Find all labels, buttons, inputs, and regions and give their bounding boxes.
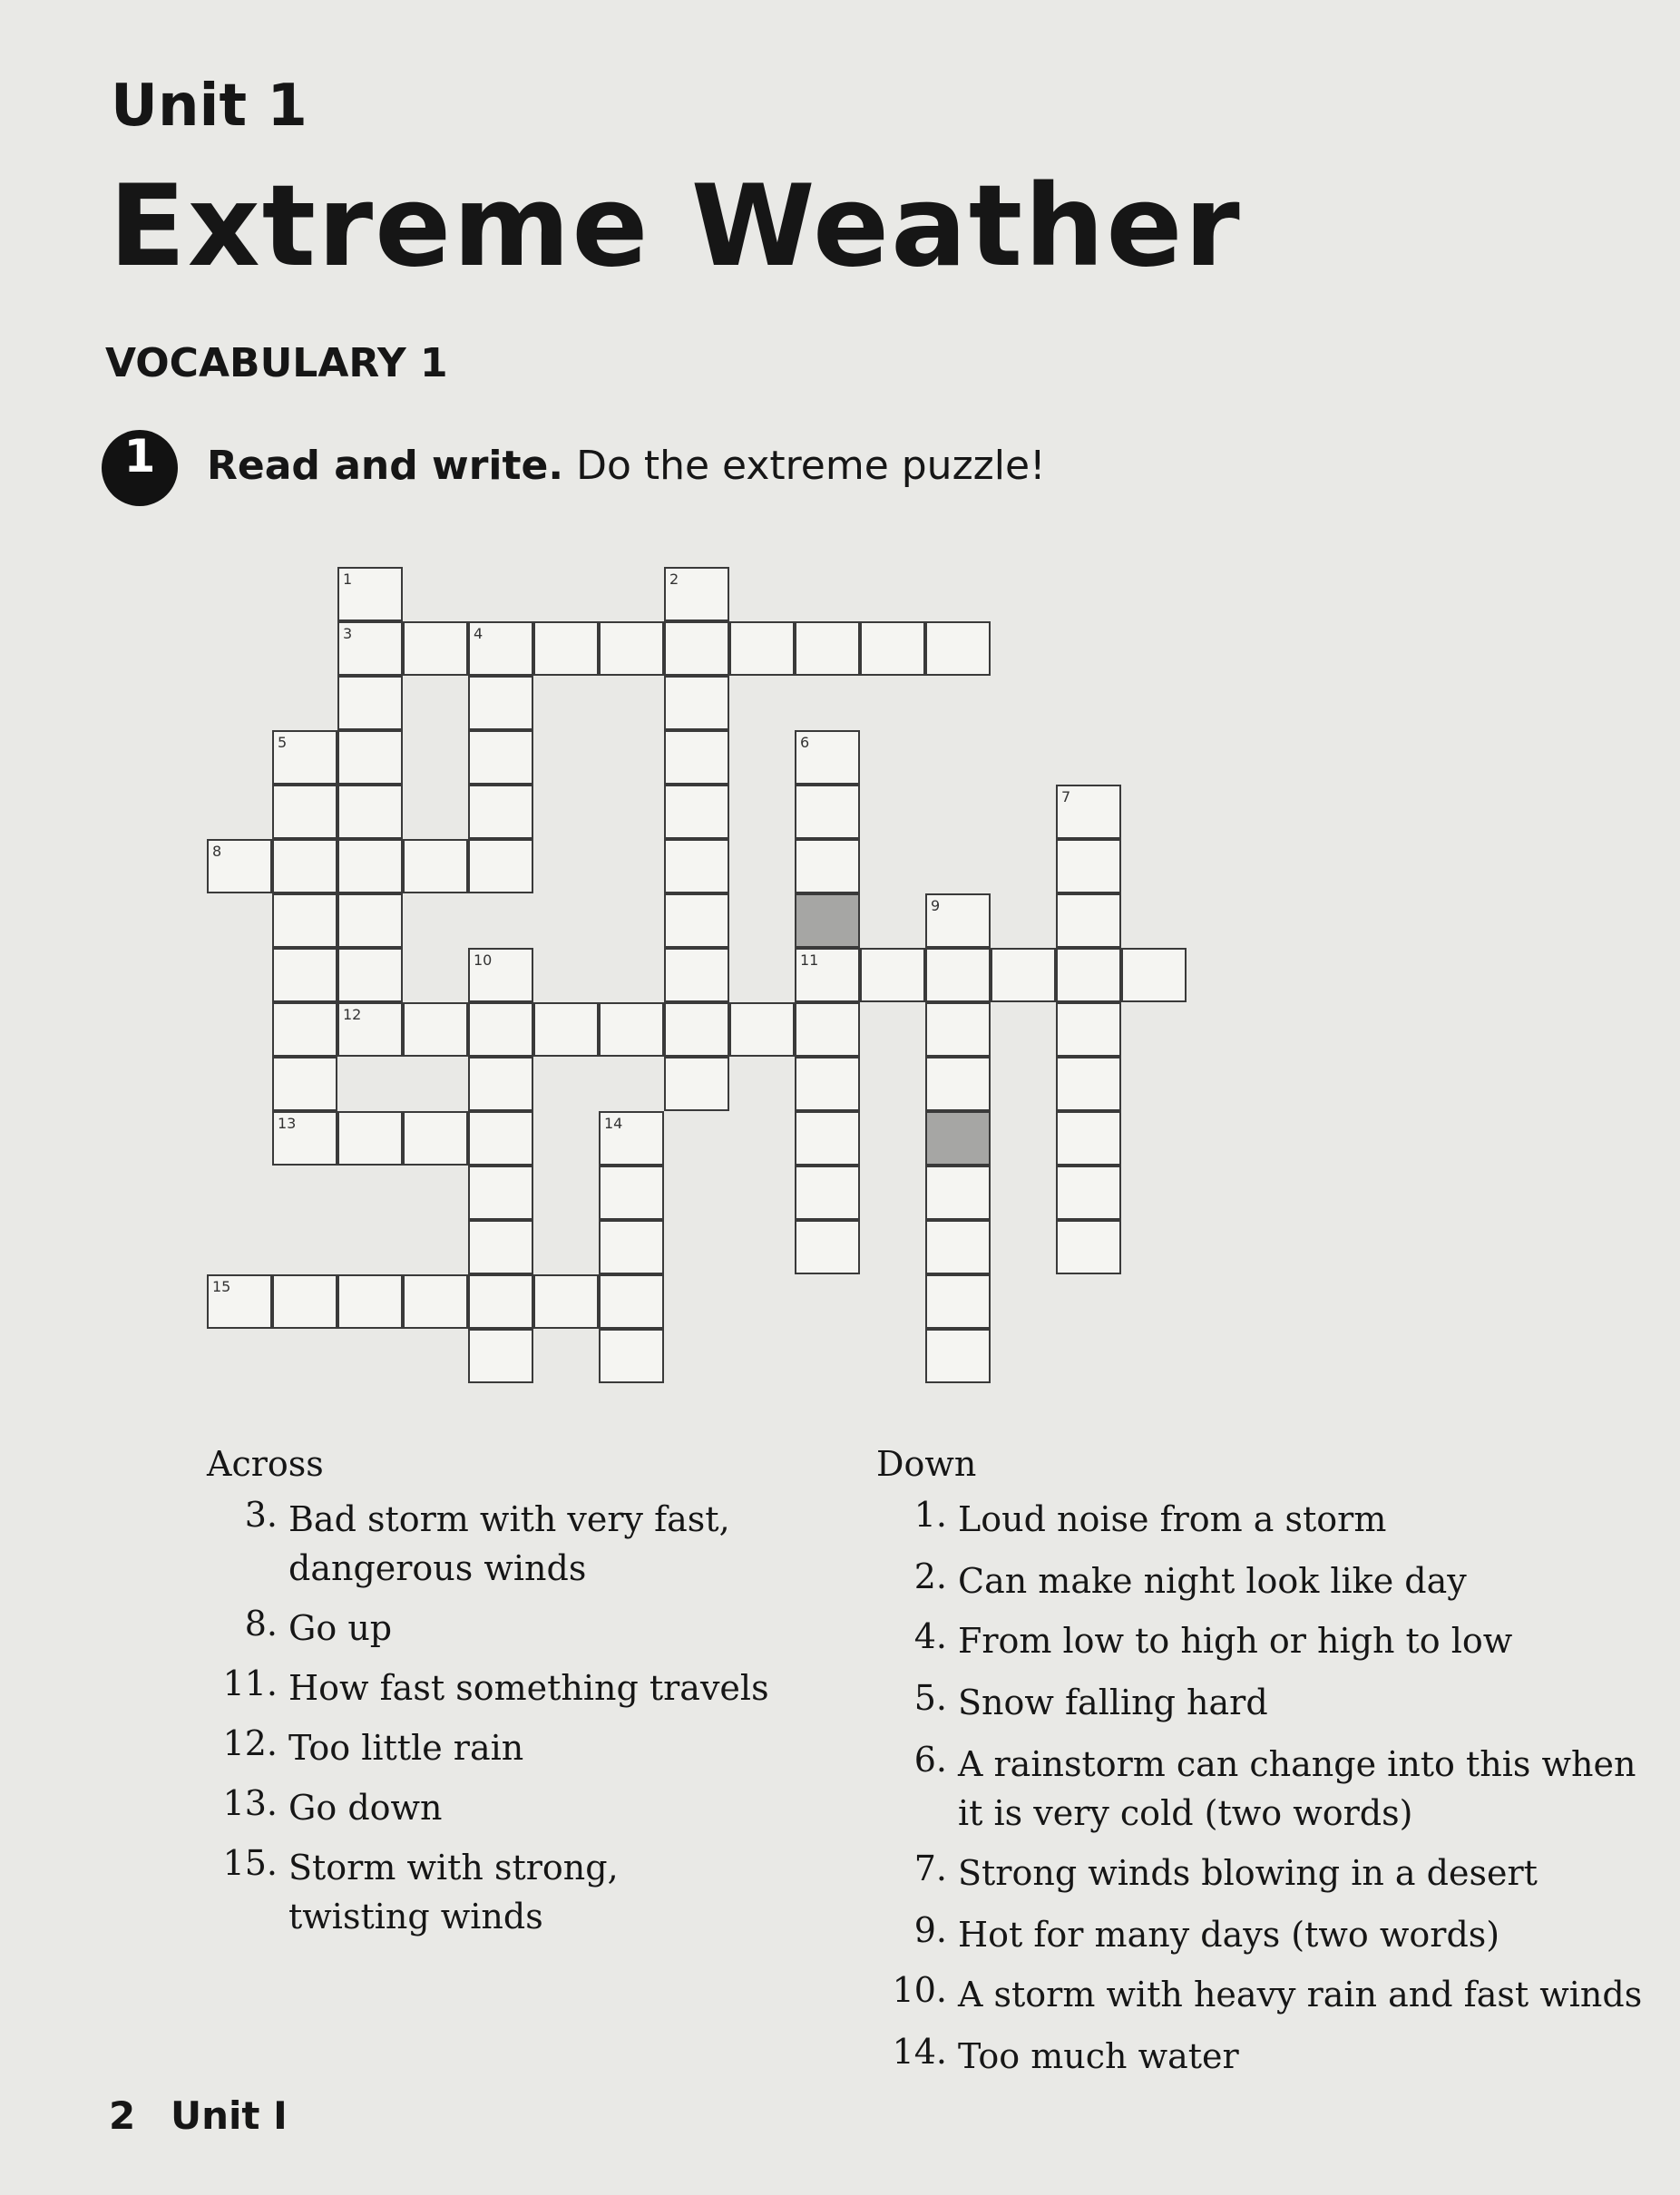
crossword-cell[interactable]: [729, 1002, 795, 1057]
crossword-cell[interactable]: [795, 1220, 860, 1274]
clue-number: 3.: [244, 1495, 278, 1535]
crossword-cell[interactable]: [468, 730, 533, 785]
crossword-cell[interactable]: [664, 1002, 729, 1057]
clue-number: 13.: [222, 1783, 278, 1823]
crossword-cell[interactable]: [272, 893, 337, 948]
crossword-cell[interactable]: [599, 1166, 664, 1220]
crossword-cell[interactable]: [337, 567, 403, 621]
crossword-cell[interactable]: [533, 1002, 599, 1057]
crossword-cell[interactable]: [468, 1329, 533, 1383]
crossword-cell[interactable]: [468, 1111, 533, 1166]
clue-text: twisting winds: [288, 1897, 543, 1936]
crossword-cell[interactable]: [1056, 785, 1121, 839]
crossword-cell[interactable]: [337, 785, 403, 839]
crossword-cell[interactable]: [337, 1111, 403, 1166]
crossword-cell[interactable]: [337, 893, 403, 948]
clue-text: Strong winds blowing in a desert: [958, 1853, 1538, 1893]
crossword-cell[interactable]: [925, 1274, 991, 1329]
crossword-cell[interactable]: [1056, 839, 1121, 893]
crossword-cell[interactable]: [468, 1166, 533, 1220]
clue-text: dangerous winds: [288, 1548, 587, 1588]
crossword-cell[interactable]: [664, 1057, 729, 1111]
crossword-cell[interactable]: [403, 1111, 468, 1166]
crossword-cell[interactable]: [337, 730, 403, 785]
clue-text: Too much water: [958, 2036, 1239, 2076]
crossword-cell[interactable]: [468, 1274, 533, 1329]
clue-text: Hot for many days (two words): [958, 1915, 1500, 1955]
crossword-cell[interactable]: [403, 1274, 468, 1329]
crossword-cell[interactable]: [795, 839, 860, 893]
unit-label: Unit 1: [111, 73, 308, 140]
clue-number: 7.: [913, 1849, 947, 1888]
clue-number-label: 14: [604, 1115, 623, 1132]
crossword-cell[interactable]: [795, 1057, 860, 1111]
crossword-cell[interactable]: [337, 948, 403, 1002]
crossword-cell[interactable]: [1056, 893, 1121, 948]
section-label: VOCABULARY 1: [105, 340, 448, 386]
crossword-cell[interactable]: [795, 1166, 860, 1220]
clue-number: 1.: [913, 1495, 947, 1535]
crossword-cell[interactable]: [599, 1274, 664, 1329]
crossword-cell[interactable]: [468, 1002, 533, 1057]
clue-text: Can make night look like day: [958, 1561, 1467, 1601]
crossword-cell[interactable]: [795, 621, 860, 676]
crossword-cell[interactable]: [599, 1220, 664, 1274]
clue-number: 4.: [913, 1616, 947, 1656]
exercise-instruction: [207, 443, 1046, 489]
crossword-cell[interactable]: [468, 621, 533, 676]
crossword-cell[interactable]: [925, 1002, 991, 1057]
crossword-cell[interactable]: [795, 948, 860, 1002]
clue-text: Bad storm with very fast,: [288, 1499, 730, 1539]
crossword-cell[interactable]: [925, 1057, 991, 1111]
clue-number-label: 5: [278, 734, 288, 751]
crossword-cell[interactable]: [664, 730, 729, 785]
clue-number-label: 1: [343, 571, 353, 588]
crossword-cell[interactable]: [272, 785, 337, 839]
crossword-cell[interactable]: [468, 1057, 533, 1111]
crossword-cell[interactable]: [795, 785, 860, 839]
crossword-cell[interactable]: [1056, 1057, 1121, 1111]
crossword-cell[interactable]: [925, 1166, 991, 1220]
instruction-bold-text: Read and write.: [207, 443, 564, 489]
crossword-cell[interactable]: [207, 1274, 272, 1329]
clue-number: 10.: [892, 1970, 947, 2010]
crossword-cell[interactable]: [1056, 1002, 1121, 1057]
crossword-cell[interactable]: [468, 839, 533, 893]
crossword-cell[interactable]: [860, 948, 925, 1002]
crossword-cell[interactable]: [991, 948, 1056, 1002]
clue-number-label: 2: [669, 571, 679, 588]
crossword-cell[interactable]: [599, 621, 664, 676]
crossword-cell[interactable]: [337, 1274, 403, 1329]
exercise-number-badge: 1: [102, 430, 178, 506]
crossword-cell[interactable]: [925, 1220, 991, 1274]
crossword-cell[interactable]: [272, 730, 337, 785]
clue-number: 6.: [913, 1740, 947, 1780]
crossword-cell[interactable]: [337, 676, 403, 730]
crossword-cell[interactable]: [664, 785, 729, 839]
crossword-shaded-cell[interactable]: [925, 1111, 991, 1166]
crossword-cell[interactable]: [403, 621, 468, 676]
footer-unit-label: Unit I: [171, 2093, 288, 2138]
crossword-cell[interactable]: [403, 1002, 468, 1057]
clue-number-label: 12: [343, 1006, 362, 1023]
clue-text: Storm with strong,: [288, 1848, 619, 1888]
clue-text: Snow falling hard: [958, 1683, 1268, 1722]
crossword-cell[interactable]: [272, 839, 337, 893]
clue-number-label: 7: [1061, 788, 1071, 805]
clue-number-label: 3: [343, 625, 353, 642]
crossword-cell[interactable]: [664, 839, 729, 893]
clue-number-label: 15: [212, 1278, 231, 1295]
crossword-cell[interactable]: [860, 621, 925, 676]
clue-number: 11.: [222, 1663, 278, 1703]
crossword-cell[interactable]: [664, 893, 729, 948]
clue-text: Go up: [288, 1608, 393, 1648]
clue-number: 12.: [222, 1723, 278, 1763]
clue-number-label: 8: [212, 843, 222, 860]
clue-text: Go down: [288, 1788, 443, 1828]
clue-number-label: 6: [800, 734, 810, 751]
crossword-cell[interactable]: [1056, 1111, 1121, 1166]
crossword-cell[interactable]: [468, 785, 533, 839]
clue-text: From low to high or high to low: [958, 1621, 1513, 1661]
crossword-cell[interactable]: [337, 1002, 403, 1057]
crossword-cell[interactable]: [272, 1111, 337, 1166]
crossword-cell[interactable]: [664, 621, 729, 676]
crossword-cell[interactable]: [272, 1057, 337, 1111]
crossword-cell[interactable]: [207, 839, 272, 893]
clue-number-label: 13: [278, 1115, 297, 1132]
crossword-cell[interactable]: [272, 1274, 337, 1329]
across-heading: Across: [207, 1444, 324, 1484]
clue-number-label: 4: [474, 625, 483, 642]
clue-text: A rainstorm can change into this when: [958, 1744, 1636, 1784]
crossword-cell[interactable]: [664, 948, 729, 1002]
crossword-cell[interactable]: [1056, 1220, 1121, 1274]
crossword-cell[interactable]: [925, 1329, 991, 1383]
crossword-cell[interactable]: [1121, 948, 1187, 1002]
crossword-cell[interactable]: [337, 621, 403, 676]
clue-number: 14.: [892, 2032, 947, 2072]
clue-number: 9.: [913, 1910, 947, 1950]
crossword-cell[interactable]: [925, 893, 991, 948]
crossword-cell[interactable]: [599, 1329, 664, 1383]
crossword-cell[interactable]: [468, 1220, 533, 1274]
instruction-text: Do the extreme puzzle!: [563, 443, 1046, 489]
crossword-cell[interactable]: [795, 1111, 860, 1166]
clue-number: 15.: [222, 1843, 278, 1883]
crossword-cell[interactable]: [1056, 948, 1121, 1002]
clue-text: it is very cold (two words): [958, 1793, 1413, 1833]
clue-number: 2.: [913, 1556, 947, 1596]
page-title: Extreme Weather: [109, 161, 1242, 292]
crossword-cell[interactable]: [599, 1002, 664, 1057]
crossword-cell[interactable]: [664, 567, 729, 621]
crossword-cell[interactable]: [795, 1002, 860, 1057]
clue-number-label: 11: [800, 951, 819, 969]
crossword-cell[interactable]: [1056, 1166, 1121, 1220]
crossword-shaded-cell[interactable]: [795, 893, 860, 948]
crossword-cell[interactable]: [533, 1274, 599, 1329]
page-number: 2: [109, 2093, 136, 2138]
crossword-cell[interactable]: [729, 621, 795, 676]
crossword-cell[interactable]: [925, 621, 991, 676]
clue-number-label: 10: [474, 951, 493, 969]
clue-text: Too little rain: [288, 1728, 524, 1768]
crossword-cell[interactable]: [272, 948, 337, 1002]
crossword-cell[interactable]: [337, 839, 403, 893]
crossword-cell[interactable]: [599, 1111, 664, 1166]
clue-number-label: 9: [931, 897, 941, 914]
crossword-cell[interactable]: [533, 621, 599, 676]
crossword-cell[interactable]: [925, 948, 991, 1002]
crossword-cell[interactable]: [468, 948, 533, 1002]
crossword-cell[interactable]: [795, 730, 860, 785]
crossword-cell[interactable]: [403, 839, 468, 893]
crossword-cell[interactable]: [468, 676, 533, 730]
crossword-cell[interactable]: [664, 676, 729, 730]
clue-number: 8.: [244, 1604, 278, 1644]
clue-text: How fast something travels: [288, 1668, 769, 1708]
clue-text: Loud noise from a storm: [958, 1499, 1387, 1539]
crossword-cell[interactable]: [272, 1002, 337, 1057]
clue-text: A storm with heavy rain and fast winds: [958, 1975, 1643, 2015]
clue-number: 5.: [913, 1678, 947, 1718]
down-heading: Down: [876, 1444, 977, 1484]
